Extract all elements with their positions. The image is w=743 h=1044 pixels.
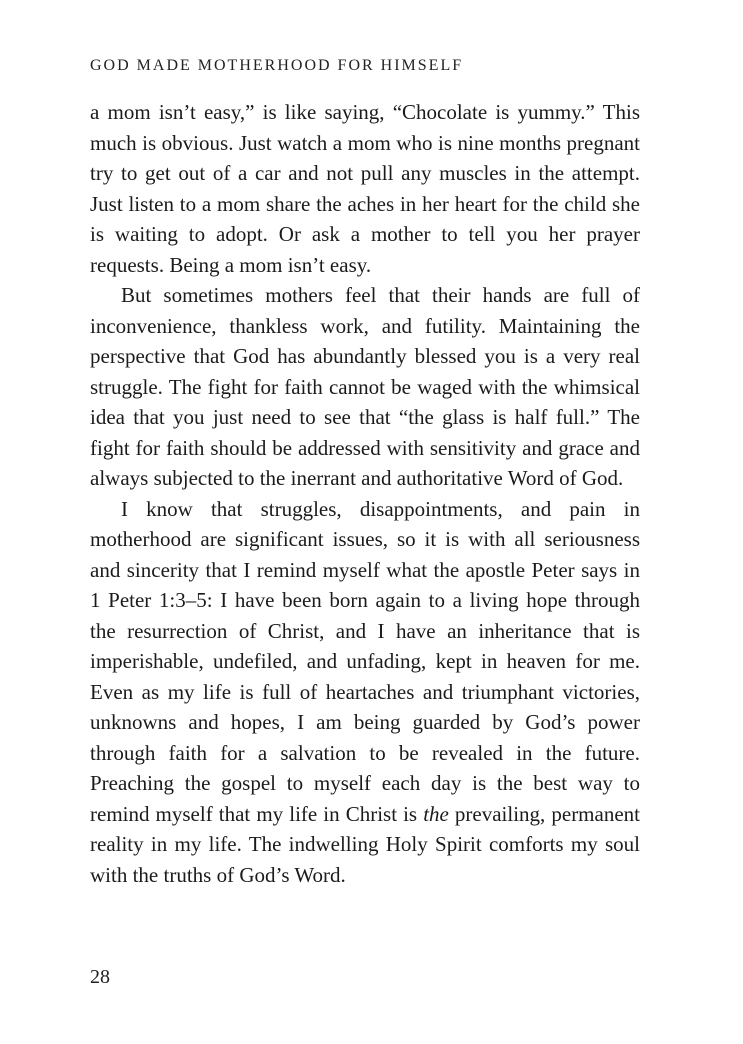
book-page xyxy=(90,0,640,1044)
page-number: 28 xyxy=(90,966,110,988)
body-text xyxy=(90,97,640,890)
paragraph-3-italic-word: the xyxy=(423,801,449,826)
paragraph-2: But sometimes mothers feel that their hands are full of inconvenience, thankless work, and futility. Maintaining the perspective that God has abundantly blessed you is a very real struggle. The fight for faith cannot be waged with the whimsical idea that you just need to see that “the glass is half full.” The fight for faith should be addressed with sensitivity and grace and always subjected to the inerrant and authoritative Word of God. xyxy=(90,283,640,490)
paragraph-3 xyxy=(90,494,640,891)
running-head: GOD MADE MOTHERHOOD FOR HIMSELF xyxy=(90,57,464,74)
paragraph-3-text-before-italic: I know that struggles, disappointments, and pain in motherhood are significant issues, so it is with all seriousness and sincerity that I remind myself what the apostle Peter says in 1 Peter 1:3–5: I have been born again to a living hope through the resurrection of Christ, and I have an inheritance that is imperishable, undefiled, and unfading, kept in heaven for me. Even as my life is full of heartaches and triumphant victories, unknowns and hopes, I am being guarded by God’s power through faith for a salvation to be revealed in the future. Preaching the gospel to myself each day is the best way to remind myself that my life in Christ is xyxy=(90,496,640,826)
paragraph-1: a mom isn’t easy,” is like saying, “Chocolate is yummy.” This much is obvious. Just watch a mom who is nine months pregnant try to get out of a car and not pull any muscles in the attempt. Just listen to a mom share the aches in her heart for the child she is waiting to adopt. Or ask a mother to tell you her prayer requests. Being a mom isn’t easy. xyxy=(90,100,640,277)
paragraph-3-text-after-italic: prevailing, permanent reality in my life. The indwelling Holy Spirit comforts my soul with the truths of God’s Word. xyxy=(90,801,640,887)
